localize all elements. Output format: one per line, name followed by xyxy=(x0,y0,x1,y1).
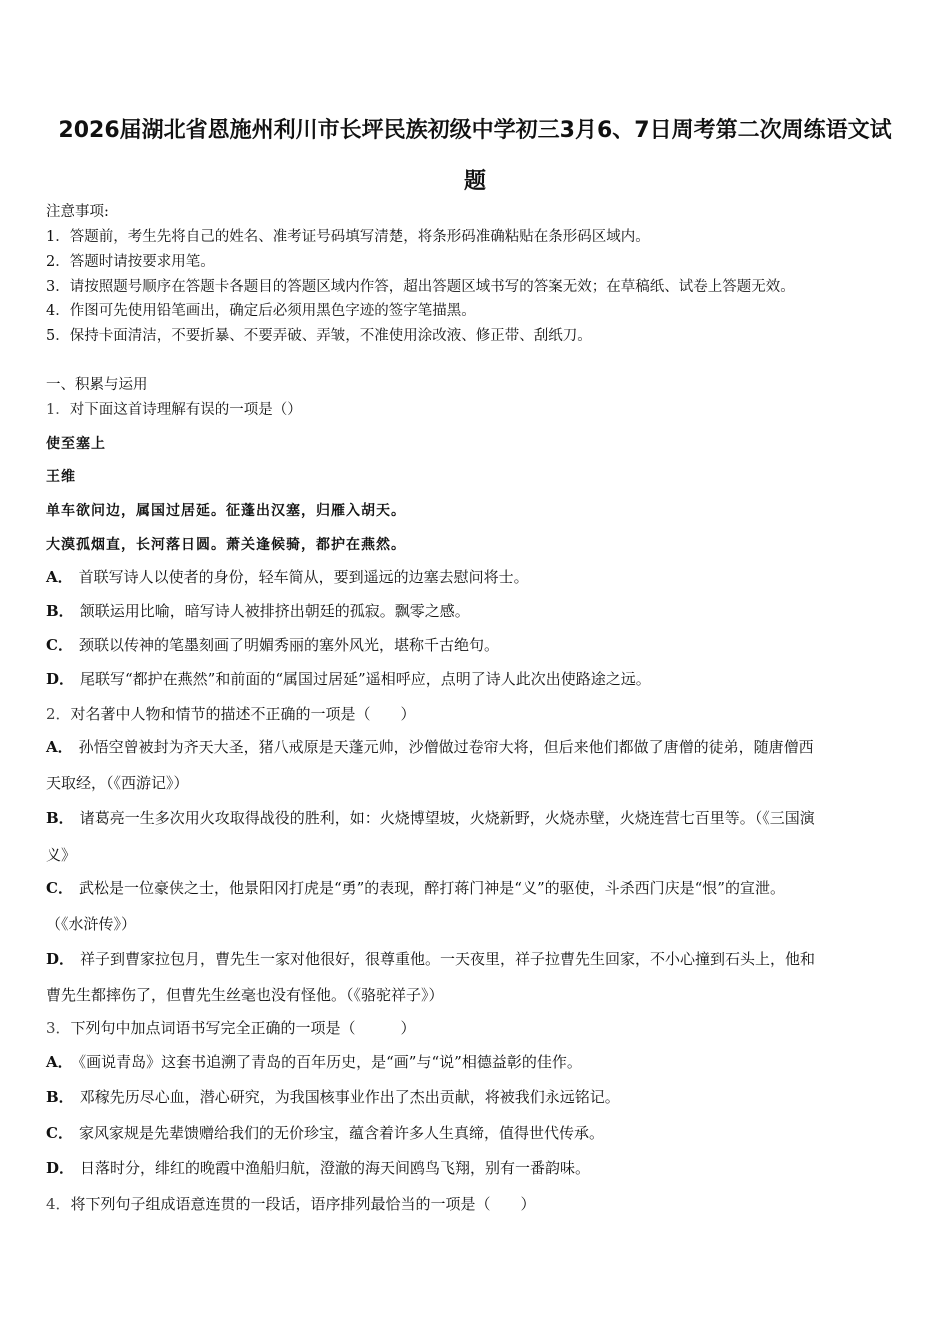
option-label: A． xyxy=(46,1053,73,1071)
q3-option-c xyxy=(46,1123,604,1143)
question-4-stem xyxy=(46,1194,536,1214)
option-text: 颈联以传神的笔墨刻画了明媚秀丽的塞外风光，堪称千古绝句。 xyxy=(78,636,499,654)
question-1-stem xyxy=(46,400,302,420)
option-label: D． xyxy=(46,1159,75,1177)
exam-title-line2: 题 xyxy=(463,169,486,194)
notice-item-3: 3．请按照题号顺序在答题卡各题目的答题区域内作答，超出答题区域书写的答案无效；在草稿纸、试卷上答题无效。 xyxy=(46,279,795,295)
question-number: 2． xyxy=(46,705,71,723)
q1-option-a xyxy=(46,567,529,587)
q1-option-c xyxy=(46,635,499,655)
q1-option-b xyxy=(46,601,470,621)
notice-item-5: 5．保持卡面清洁，不要折暴、不要弄破、弄皱，不准使用涂改液、修正带、刮纸刀。 xyxy=(46,328,592,344)
option-label: C． xyxy=(46,1124,73,1142)
question-number: 1． xyxy=(46,402,70,418)
option-label: B． xyxy=(46,602,74,620)
poem-line-2: 大漠孤烟直，长河落日圆。萧关逢候骑，都护在燕然。 xyxy=(46,537,406,553)
option-text: 祥子到曹家拉包月，曹先生一家对他很好，很尊重他。一天夜里，祥子拉曹先生回家，不小心撞到石头上，他和 xyxy=(80,950,816,968)
q2-option-a xyxy=(46,737,814,757)
notice-item-1: 1．答题前，考生先将自己的姓名、准考证号码填写清楚，将条形码准确粘贴在条形码区域内。 xyxy=(46,229,650,245)
option-label: D． xyxy=(46,950,75,968)
option-text: 日落时分，绯红的晚霞中渔船归航，澄澈的海天间鸥鸟飞翔，别有一番韵味。 xyxy=(80,1159,591,1177)
option-text: 《画说青岛》这套书追溯了青岛的百年历史，是“画”与“说”相德益彰的佳作。 xyxy=(78,1053,582,1071)
question-3-stem xyxy=(46,1018,416,1038)
question-text: 下列句中加点词语书写完全正确的一项是（ ） xyxy=(70,1019,416,1037)
question-number: 3． xyxy=(46,1019,71,1037)
option-label: A． xyxy=(46,568,73,586)
option-label: C． xyxy=(46,879,73,897)
q2-option-a-cont: 天取经，（《西游记》） xyxy=(46,774,189,792)
notice-item-4: 4．作图可先使用铅笔画出，确定后必须用黑色字迹的签字笔描黑。 xyxy=(46,303,476,319)
q2-option-b xyxy=(46,808,815,828)
question-text: 对名著中人物和情节的描述不正确的一项是（ ） xyxy=(70,705,416,723)
option-text: 孙悟空曾被封为齐天大圣，猪八戒原是天蓬元帅，沙僧做过卷帘大将，但后来他们都做了唐僧的徒弟，随唐僧西 xyxy=(78,738,814,756)
notice-heading: 注意事项: xyxy=(46,204,109,220)
option-label: C． xyxy=(46,636,73,654)
q3-option-a xyxy=(46,1052,582,1072)
question-number: 4． xyxy=(46,1195,71,1213)
option-text: 武松是一位豪侠之士，他景阳冈打虎是“勇”的表现，醉打蒋门神是“义”的驱使，斗杀西门庆是“恨”的宣泄。 xyxy=(78,879,785,897)
poem-title: 使至塞上 xyxy=(46,436,106,452)
question-2-stem xyxy=(46,704,416,724)
option-label: D． xyxy=(46,670,75,688)
q2-option-c-cont: （《水浒传》） xyxy=(46,915,137,933)
option-text: 颔联运用比喻，暗写诗人被排挤出朝廷的孤寂。飘零之感。 xyxy=(79,602,470,620)
notice-item-2: 2．答题时请按要求用笔。 xyxy=(46,254,215,270)
option-label: A． xyxy=(46,738,73,756)
option-text: 诸葛亮一生多次用火攻取得战役的胜利，如：火烧博望坡，火烧新野，火烧赤壁，火烧连营七百里等。（《三国演 xyxy=(79,809,815,827)
q1-option-d xyxy=(46,669,651,689)
q2-option-c xyxy=(46,878,785,898)
option-text: 家风家规是先辈馈赠给我们的无价珍宝，蕴含着许多人生真缔，值得世代传承。 xyxy=(78,1124,604,1142)
option-text: 尾联写“都护在燕然”和前面的“属国过居延”遥相呼应，点明了诗人此次出使路途之远。 xyxy=(80,670,651,688)
section-heading: 一、积累与运用 xyxy=(46,377,148,393)
option-text: 首联写诗人以使者的身份，轻车简从，要到遥远的边塞去慰问将士。 xyxy=(78,568,529,586)
q2-option-d xyxy=(46,949,815,969)
poem-line-1: 单车欲问边，属国过居延。征蓬出汉塞，归雁入胡天。 xyxy=(46,503,406,519)
option-text: 邓稼先历尽心血，潜心研究，为我国核事业作出了杰出贡献，将被我们永远铭记。 xyxy=(79,1088,620,1106)
poem-author: 王维 xyxy=(46,469,76,485)
option-label: B． xyxy=(46,1088,74,1106)
question-text: 将下列句子组成语意连贯的一段话，语序排列最恰当的一项是（ ） xyxy=(70,1195,536,1213)
q3-option-d xyxy=(46,1158,590,1178)
option-label: B． xyxy=(46,809,74,827)
q2-option-d-cont: 曹先生都摔伤了，但曹先生丝毫也没有怪他。（《骆驼祥子》） xyxy=(46,986,444,1004)
q2-option-b-cont: 义》 xyxy=(46,846,77,864)
question-text: 对下面这首诗理解有误的一项是（） xyxy=(69,402,302,418)
exam-title-line1: 2026届湖北省恩施州利川市长坪民族初级中学初三3月6、7日周考第二次周练语文试 xyxy=(58,118,892,143)
q3-option-b xyxy=(46,1087,620,1107)
